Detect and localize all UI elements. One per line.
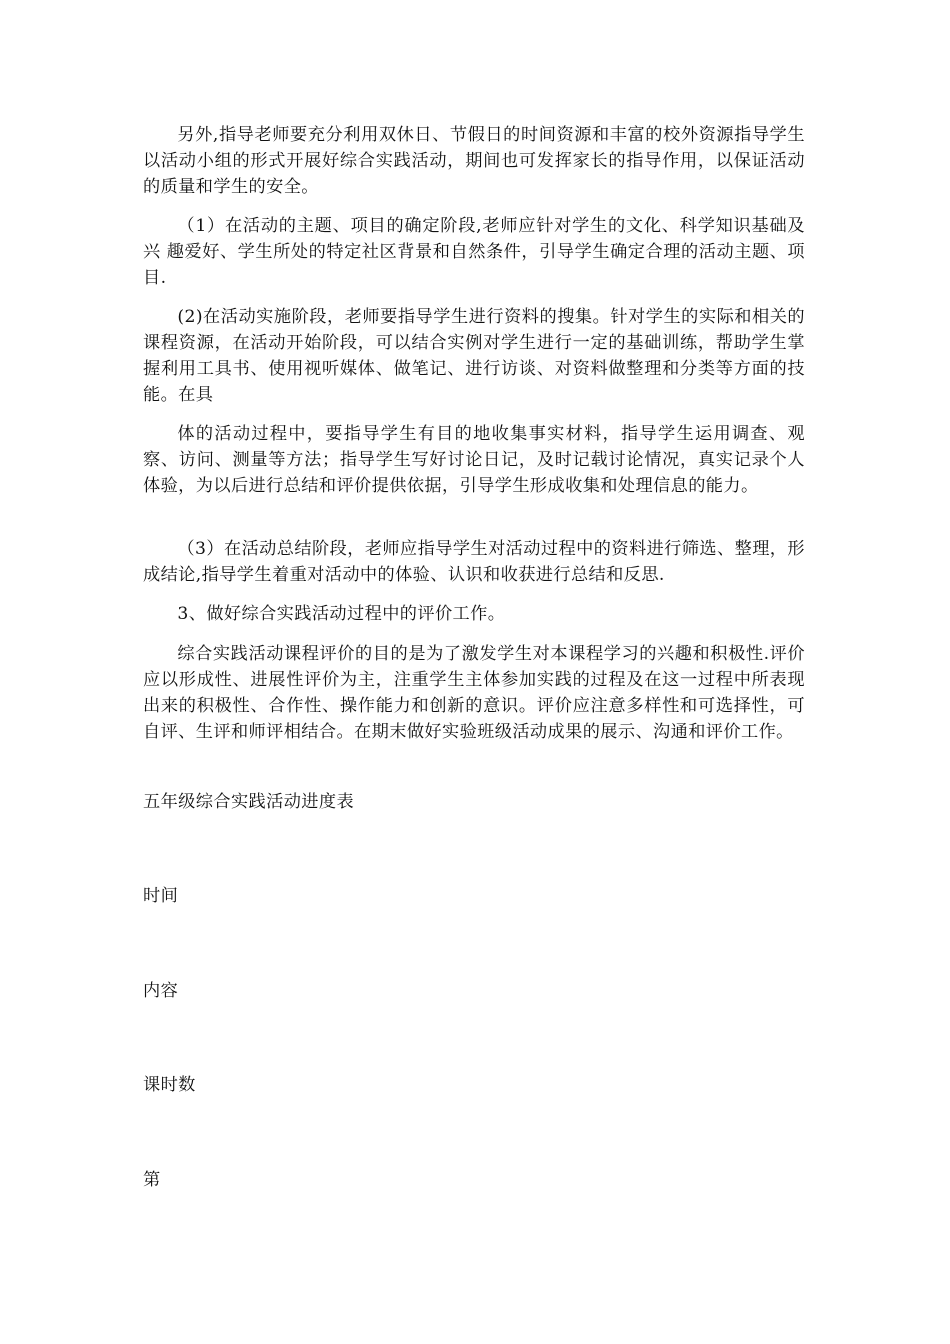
table-header-content: 内容 xyxy=(143,981,179,1001)
section-heading-evaluation: 3、做好综合实践活动过程中的评价工作。 xyxy=(177,604,506,624)
table-header-time: 时间 xyxy=(143,886,179,906)
paragraph-step-3: （3）在活动总结阶段，老师应指导学生对活动过程中的资料进行筛选、整理，形成结论,指导学生着重对活动中的体验、认识和收获进行总结和反思. xyxy=(143,539,805,585)
paragraph-evaluation: 综合实践活动课程评价的目的是为了激发学生对本课程学习的兴趣和积极性.评价应以形成性、进展性评价为主，注重学生主体参加实践的过程及在这一过程中所表现出来的积极性、合作性、操作能力和创新的意识。评价应注意多样性和可选择性，可自评、生评和师评相结合。在期末做好实验班级活动成果的展示、沟通和评价工作。 xyxy=(143,644,805,742)
table-header-week: 第 xyxy=(143,1170,161,1190)
table-header-hours: 课时数 xyxy=(143,1075,196,1095)
paragraph-intro: 另外,指导老师要充分利用双休日、节假日的时间资源和丰富的校外资源指导学生以活动小组的形式开展好综合实践活动，期间也可发挥家长的指导作用，以保证活动的质量和学生的安全。 xyxy=(143,125,805,197)
paragraph-step-2: (2)在活动实施阶段，老师要指导学生进行资料的搜集。针对学生的实际和相关的课程资源，在活动开始阶段，可以结合实例对学生进行一定的基础训练，帮助学生掌握利用工具书、使用视听媒体、做笔记、进行访谈、对资料做整理和分类等方面的技能。在具 xyxy=(143,307,805,405)
paragraph-step-1: （1）在活动的主题、项目的确定阶段,老师应针对学生的文化、科学知识基础及兴 趣爱好、学生所处的特定社区背景和自然条件，引导学生确定合理的活动主题、项目. xyxy=(143,216,805,288)
table-title: 五年级综合实践活动进度表 xyxy=(143,792,355,812)
paragraph-step-2-continued: 体的活动过程中，要指导学生有目的地收集事实材料，指导学生运用调查、观察、访问、测量等方法；指导学生写好讨论日记，及时记载讨论情况，真实记录个人体验，为以后进行总结和评价提供依据，引导学生形成收集和处理信息的能力。 xyxy=(143,424,805,496)
